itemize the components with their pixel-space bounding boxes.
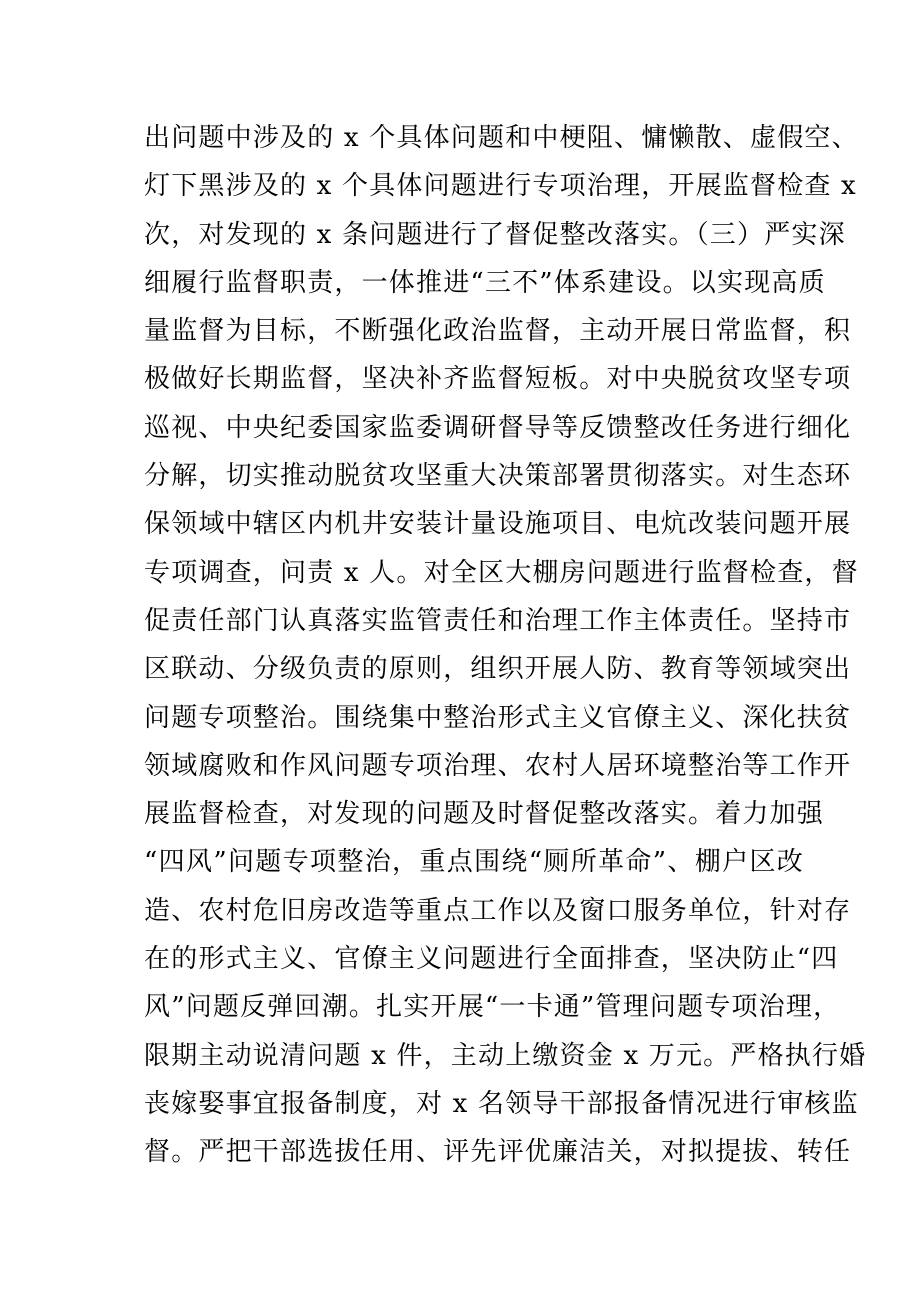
text-line: 问题专项整治。围绕集中整治形式主义官僚主义、深化扶贫 [144, 702, 852, 733]
text-line: 量监督为目标，不断强化政治监督，主动开展日常监督，积 [144, 316, 852, 347]
text-line: 专项调查，问责 x 人。对全区大棚房问题进行监督检查，督 [144, 557, 859, 588]
text-line: 在的形式主义、官僚主义问题进行全面排查，坚决防止“四 [144, 944, 839, 975]
text-line: 分解，切实推动脱贫攻坚重大决策部署贯彻落实。对生态环 [144, 461, 852, 492]
text-line: 出问题中涉及的 x 个具体问题和中梗阻、慵懒散、虚假空、 [144, 123, 859, 153]
text-line: 细履行监督职责，一体推进“三不”体系建设。以实现高质 [144, 267, 826, 298]
text-line: 极做好长期监督，坚决补齐监督短板。对中央脱贫攻坚专项 [144, 364, 852, 395]
text-line: 督。严把干部选拔任用、评先评优廉洁关，对拟提拔、转任 [144, 1137, 852, 1168]
text-line: 保领域中辖区内机井安装计量设施项目、电炕改装问题开展 [144, 509, 852, 540]
text-line: 促责任部门认真落实监管责任和治理工作主体责任。坚持市 [144, 605, 852, 636]
text-line: 巡视、中央纪委国家监委调研督导等反馈整改任务进行细化 [144, 412, 852, 443]
text-line: 领域腐败和作风问题专项治理、农村人居环境整治等工作开 [144, 750, 852, 781]
text-line: 丧嫁娶事宜报备制度，对 x 名领导干部报备情况进行审核监 [144, 1088, 859, 1119]
text-line: 风”问题反弹回潮。扎实开展“一卡通”管理问题专项治理， [144, 992, 841, 1023]
text-line: 限期主动说清问题 x 件，主动上缴资金 x 万元。严格执行婚 [144, 1040, 867, 1071]
text-line: 次，对发现的 x 条问题进行了督促整改落实。（三）严实深 [144, 219, 846, 250]
text-line: 区联动、分级负责的原则，组织开展人防、教育等领域突出 [144, 654, 852, 685]
text-line: 造、农村危旧房改造等重点工作以及窗口服务单位，针对存 [144, 895, 852, 926]
body-text [144, 114, 867, 1177]
text-line: “四风”问题专项整治，重点围绕“厕所革命”、棚户区改 [144, 847, 804, 878]
text-line: 灯下黑涉及的 x 个具体问题进行专项治理，开展监督检查 x [144, 171, 857, 202]
text-line: 展监督检查，对发现的问题及时督促整改落实。着力加强 [144, 799, 825, 830]
